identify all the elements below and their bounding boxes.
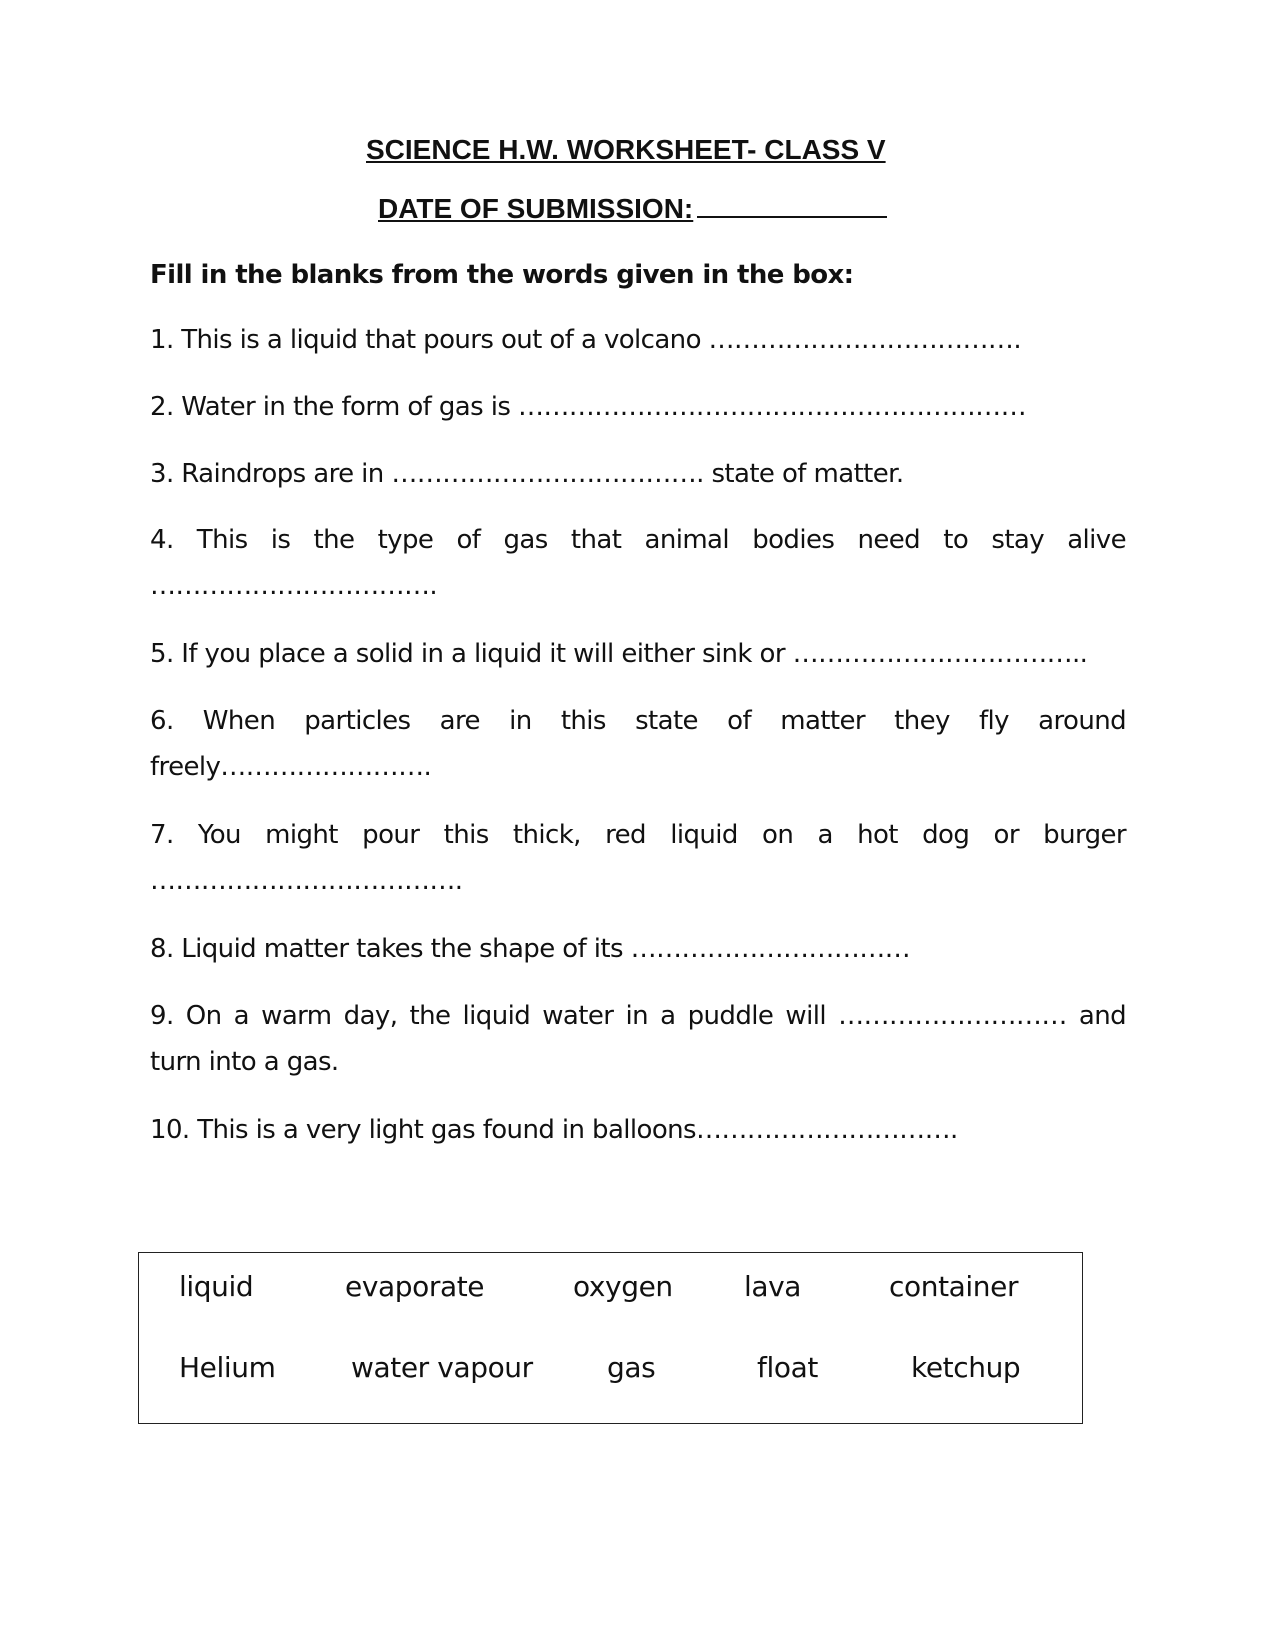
word-bank-word: gas (607, 1351, 656, 1384)
question-9-line-2: turn into a gas. (150, 1047, 339, 1077)
submission-date-line (378, 192, 887, 226)
question-10: 10. This is a very light gas found in balloons…………………………. (150, 1115, 958, 1145)
word-bank-word: float (757, 1351, 818, 1384)
word-bank-word: evaporate (345, 1270, 485, 1303)
instruction-heading: Fill in the blanks from the words given in the box: (150, 260, 854, 290)
question-6-line-1: 6. When particles are in this state of matter they fly around (150, 706, 1126, 736)
question-7-line-1: 7. You might pour this thick, red liquid on a hot dog or burger (150, 820, 1126, 850)
worksheet-title: SCIENCE H.W. WORKSHEET- CLASS V (366, 134, 886, 165)
question-7 (150, 812, 1126, 904)
question-3: 3. Raindrops are in ………………………………. state of matter. (150, 459, 904, 489)
question-2: 2. Water in the form of gas is …………………………………………………… (150, 392, 1026, 422)
question-1: 1. This is a liquid that pours out of a volcano ………………………………. (150, 325, 1022, 355)
submission-date-blank (697, 194, 887, 218)
question-9-line-1: 9. On a warm day, the liquid water in a puddle will ……………………… and (150, 1001, 1126, 1031)
question-4-line-1: 4. This is the type of gas that animal bodies need to stay alive (150, 525, 1126, 555)
word-bank-word: container (889, 1270, 1019, 1303)
question-5: 5. If you place a solid in a liquid it will either sink or …………………………….. (150, 639, 1088, 669)
word-bank-word: ketchup (911, 1351, 1021, 1384)
question-9 (150, 993, 1126, 1085)
word-bank-word: lava (744, 1270, 802, 1303)
word-bank-box (138, 1252, 1083, 1424)
word-bank-word: oxygen (573, 1270, 673, 1303)
question-8: 8. Liquid matter takes the shape of its …………………………… (150, 934, 911, 964)
word-bank-word: water vapour (351, 1351, 533, 1384)
submission-date-label: DATE OF SUBMISSION: (378, 193, 694, 224)
question-4-line-2: ……………………………. (150, 571, 438, 601)
question-7-line-2: ………………………………. (150, 866, 463, 896)
question-6-line-2: freely……………………. (150, 752, 432, 782)
question-6 (150, 698, 1126, 790)
word-bank-word: Helium (179, 1351, 276, 1384)
question-4 (150, 517, 1126, 609)
word-bank-word: liquid (179, 1270, 254, 1303)
